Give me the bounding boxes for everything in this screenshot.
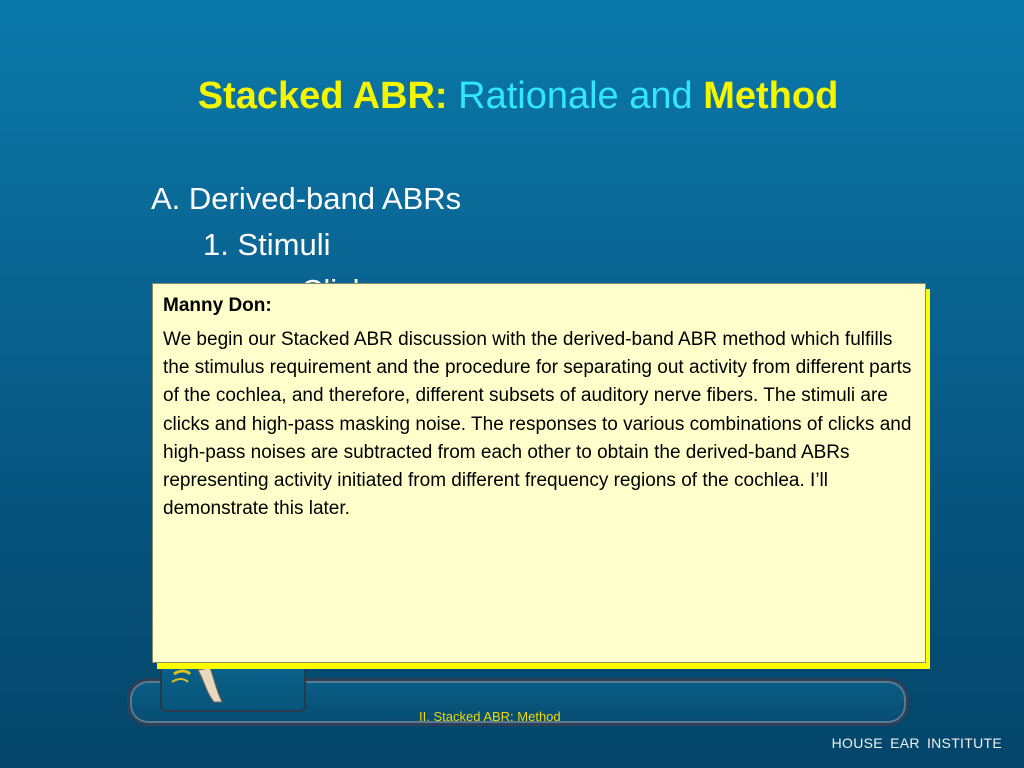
note-body: We begin our Stacked ABR discussion with the derived-band ABR method which fulfills the stimulus requirement and the procedure for separating out activity from different parts of the cochlea, and therefore, different subsets of auditory nerve fibers. The stimuli are clicks and high-pass masking noise. The responses to various combinations of clicks and high-pass noises are subtracted from each other to obtain the derived-band ABRs representing activity initiated from different frequency regions of the cochlea. I’ll demonstrate this later.: [163, 329, 912, 520]
title-part-method: Method: [703, 75, 839, 117]
title-part-rationale: Rationale and: [458, 75, 693, 117]
footer-institute: HOUSE EAR INSTITUTE: [831, 735, 1002, 751]
slide-title: [0, 72, 1024, 120]
outline-item-stimuli: 1. Stimuli: [203, 227, 331, 262]
speaker-note-popup[interactable]: [152, 283, 926, 663]
title-part-stacked-abr: Stacked ABR:: [197, 75, 448, 117]
footer-section-label: II. Stacked ABR: Method: [419, 709, 561, 724]
note-author: Manny Don:: [163, 295, 272, 316]
outline-item-derived-band: A. Derived-band ABRs: [151, 181, 462, 216]
